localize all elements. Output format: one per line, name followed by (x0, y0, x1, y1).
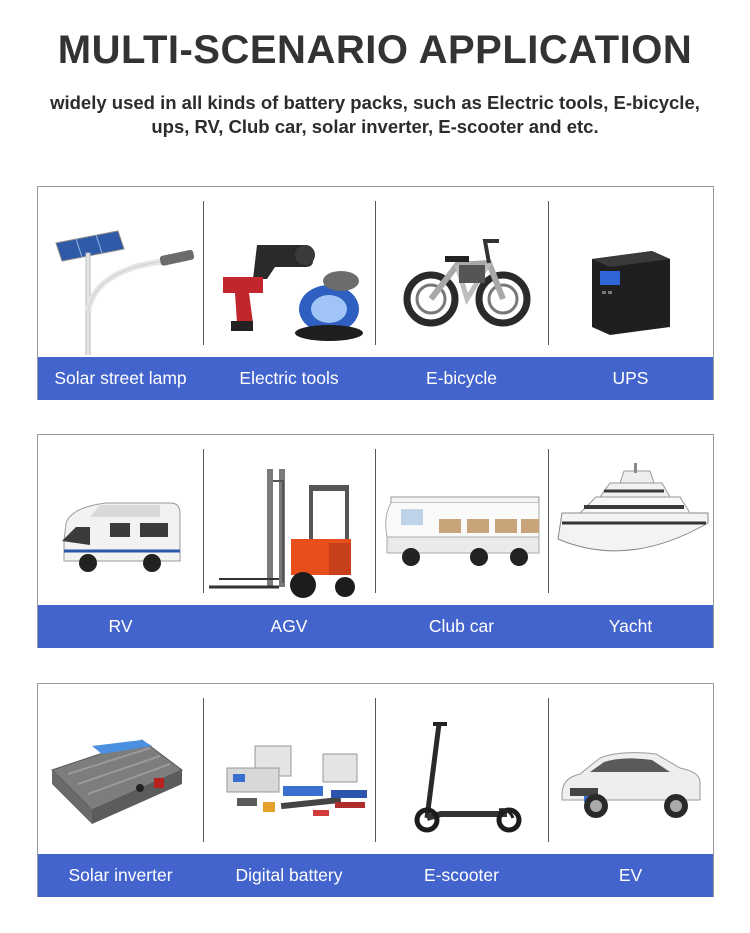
label-yacht: Yacht (608, 616, 653, 636)
cell-e-bicycle (375, 187, 548, 355)
label-digital-battery: Digital battery (235, 865, 343, 885)
cell-yacht (548, 435, 713, 603)
label-solar-street-lamp: Solar street lamp (54, 368, 187, 388)
page-title: MULTI-SCENARIO APPLICATION (57, 28, 693, 72)
solar-inverter-icon (38, 684, 203, 852)
divider (548, 201, 549, 345)
cell-electric-tools (203, 187, 375, 355)
cell-rv (38, 435, 203, 603)
label-agv: AGV (270, 616, 308, 636)
rv-icon (38, 435, 203, 603)
divider (203, 698, 204, 842)
ev-car-icon (548, 684, 713, 852)
label-rv: RV (108, 616, 133, 636)
label-bar (38, 605, 713, 648)
divider (203, 449, 204, 593)
forklift-icon (203, 435, 375, 603)
cell-e-scooter (375, 684, 548, 852)
cell-solar-inverter (38, 684, 203, 852)
label-ups: UPS (612, 368, 649, 388)
cell-agv (203, 435, 375, 603)
page-subtitle (20, 91, 730, 139)
cell-digital-battery (203, 684, 375, 852)
divider (548, 449, 549, 593)
label-bar (38, 357, 713, 400)
divider (203, 201, 204, 345)
label-electric-tools: Electric tools (239, 368, 339, 388)
cell-solar-street-lamp (38, 187, 203, 355)
label-e-scooter: E-scooter (424, 865, 499, 885)
label-ev: EV (618, 865, 643, 885)
ups-icon (548, 187, 713, 355)
subtitle-line-2: ups, RV, Club car, solar inverter, E-scooter and etc. (151, 116, 599, 137)
e-bicycle-icon (375, 187, 548, 355)
label-club-car: Club car (428, 616, 495, 636)
club-car-icon (375, 435, 548, 603)
divider (548, 698, 549, 842)
label-e-bicycle: E-bicycle (426, 368, 497, 388)
subtitle-line-1: widely used in all kinds of battery packs, such as Electric tools, E-bicycle, (50, 92, 700, 113)
digital-battery-icon (203, 684, 375, 852)
solar-street-lamp-icon (38, 187, 203, 355)
label-solar-inverter: Solar inverter (68, 865, 173, 885)
application-panel-3 (37, 683, 714, 897)
divider (375, 201, 376, 345)
electric-tools-icon (203, 187, 375, 355)
cell-ev (548, 684, 713, 852)
divider (375, 449, 376, 593)
label-bar (38, 854, 713, 897)
divider (375, 698, 376, 842)
e-scooter-icon (375, 684, 548, 852)
application-panel-2 (37, 434, 714, 648)
yacht-icon (548, 435, 713, 603)
cell-club-car (375, 435, 548, 603)
application-panel-1 (37, 186, 714, 400)
cell-ups (548, 187, 713, 355)
